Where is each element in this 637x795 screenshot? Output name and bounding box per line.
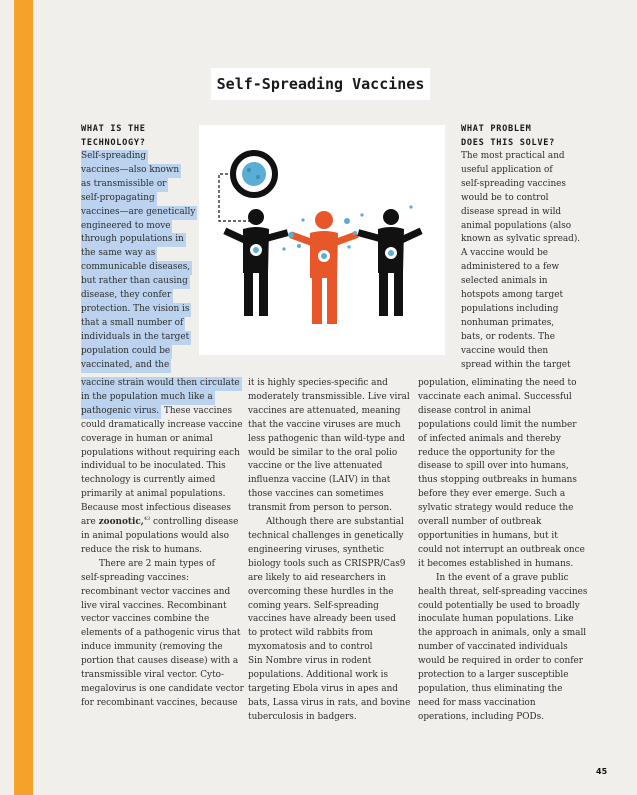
text-line (81, 460, 231, 474)
text-line (418, 433, 578, 447)
text-line (418, 516, 578, 530)
heading-line: TECHNOLOGY? (81, 138, 146, 148)
text-line (248, 613, 398, 627)
text-line (81, 683, 244, 697)
text-segment: vaccinate each animal. Successful (418, 391, 572, 402)
text-line (248, 683, 398, 697)
text-line (418, 600, 578, 614)
text-segment: self-spreading vaccines: (81, 572, 189, 583)
person-left-icon (223, 209, 288, 316)
highlighted-text: vaccinated, and the (81, 359, 171, 373)
text-line (418, 613, 578, 627)
highlighted-text: but rather than causing (81, 275, 190, 289)
text-line (248, 502, 398, 516)
text-segment: transmissible viral vector. Cyto- (81, 670, 224, 681)
text-segment: operations, including PODs. (418, 711, 545, 722)
text-segment: tuberculosis in badgers. (248, 711, 357, 722)
text-segment: populations without requiring each (81, 447, 240, 458)
text-segment: spread within the target (461, 359, 571, 370)
highlighted-text: communicable diseases, (81, 261, 192, 275)
page-number: 45 (596, 767, 608, 776)
text-line (418, 641, 578, 655)
text-line (248, 544, 398, 558)
text-segment: primarily at animal populations. (81, 489, 226, 500)
text-segment: influenza vaccine (LAIV) in that (248, 475, 391, 486)
heading-line: DOES THIS SOLVE? (461, 138, 555, 148)
text-line (81, 655, 239, 669)
highlighted-text: that a small number of (81, 317, 185, 331)
text-line (418, 377, 578, 391)
text-segment: population, eliminating the need to (418, 378, 577, 388)
text-line (418, 391, 578, 405)
highlighted-text: disease, they confer (81, 289, 173, 303)
text-segment: overcoming these hurdles in the (248, 586, 394, 597)
text-line (248, 405, 401, 419)
highlighted-text: vaccine strain would then circulate (81, 377, 242, 391)
text-line (418, 447, 578, 461)
text-segment: in animal populations would also (81, 530, 230, 541)
text-segment: animal populations (also (461, 220, 572, 231)
text-segment: need for mass vaccination (418, 697, 536, 708)
text-line (248, 627, 398, 641)
text-segment: populations including (461, 303, 559, 314)
text-segment: These vaccines (161, 405, 233, 416)
virus-closeup-icon (242, 162, 266, 186)
person-center-icon (289, 211, 358, 324)
text-segment: inoculate human populations. Like (418, 614, 574, 625)
text-segment: that the vaccine viruses are much (248, 419, 401, 430)
article-title-box (211, 68, 430, 100)
text-segment: could potentially be used to broadly (418, 600, 580, 611)
text-line (81, 558, 231, 572)
highlighted-text: self-propagating (81, 192, 157, 206)
text-line (81, 530, 231, 544)
text-segment: engineering viruses, synthetic (248, 544, 385, 555)
text-segment: would be to control (461, 192, 549, 203)
text-segment: could not interrupt an outbreak once (418, 544, 585, 555)
text-segment: induce immunity (removing the (81, 642, 223, 653)
text-line (461, 303, 581, 317)
text-segment: bats, or rodents. The (461, 331, 556, 342)
highlighted-text: the same way as (81, 247, 157, 261)
text-line (81, 669, 231, 683)
text-segment: vector vaccines combine the (81, 614, 210, 625)
text-segment: thus stopping outbreaks in humans (418, 475, 577, 486)
text-segment: live viral vaccines. Recombinant (81, 600, 227, 611)
text-segment: biology tools such as CRISPR/Cas9 (248, 558, 406, 569)
text-segment: disease to spill over into humans, (418, 461, 569, 472)
text-segment: disease control in animal (418, 405, 531, 416)
highlighted-text: population could be (81, 345, 172, 359)
text-segment: for recombinant vaccines, because (81, 697, 238, 708)
text-line (461, 233, 581, 247)
column-3-top (461, 122, 581, 373)
text-line (248, 586, 398, 600)
text-line (248, 530, 404, 544)
text-segment: There are 2 main types of (99, 558, 215, 569)
text-line (461, 220, 581, 234)
text-segment: would be similar to the oral polio (248, 447, 398, 458)
text-segment: to protect wild rabbits from (248, 628, 373, 639)
text-line (461, 275, 581, 289)
column-3-heading (461, 122, 581, 150)
highlighted-text: vaccines—also known (81, 164, 181, 178)
text-segment: vaccine or the live attenuated (248, 461, 383, 472)
text-line (81, 377, 240, 391)
text-line (248, 711, 398, 725)
footnote-ref: 43 (143, 516, 151, 523)
text-line (248, 669, 398, 683)
heading-line: WHAT PROBLEM (461, 124, 532, 134)
text-line (81, 359, 221, 373)
text-segment: technical challenges in genetically (248, 530, 404, 541)
text-line (248, 460, 398, 474)
illustration-panel (199, 125, 445, 355)
text-line (461, 331, 581, 345)
text-line (461, 317, 581, 331)
text-segment: vaccine would then (461, 345, 549, 356)
highlighted-text: as transmissible or (81, 178, 168, 192)
text-segment: of infected animals and thereby (418, 433, 561, 444)
text-segment: technology is currently aimed (81, 475, 216, 486)
text-line (461, 192, 581, 206)
text-segment: less pathogenic than wild-type and (248, 433, 405, 444)
text-segment: vaccines are attenuated, meaning (248, 405, 401, 416)
column-3-body (418, 377, 588, 725)
text-segment: would be required in order to confer (418, 656, 583, 667)
text-line (418, 697, 578, 711)
text-line (81, 516, 239, 530)
text-segment: selected animals in (461, 276, 548, 287)
text-line (418, 558, 578, 572)
text-segment: number of vaccinated individuals (418, 642, 568, 653)
text-segment: reduce the risk to humans. (81, 544, 203, 555)
text-line (248, 433, 405, 447)
text-line (248, 447, 398, 461)
text-segment: those vaccines can sometimes (248, 489, 384, 500)
highlighted-text: through populations in (81, 233, 186, 247)
text-segment: A vaccine would be (461, 248, 549, 259)
text-segment: self-spreading vaccines (461, 178, 566, 189)
text-line (418, 405, 578, 419)
text-segment: vaccines have already been used (248, 614, 396, 625)
text-segment: megalovirus is one candidate vector (81, 683, 244, 694)
text-segment: The most practical and (461, 151, 565, 161)
text-line (418, 711, 578, 725)
text-segment: it is highly species-specific and (248, 378, 388, 388)
text-segment: the approach in animals, only a small (418, 628, 587, 639)
text-segment: moderately transmissible. Live viral (248, 391, 410, 402)
text-segment: elements of a pathogenic virus that (81, 628, 241, 639)
text-segment: bats, Lassa virus in rats, and bovine (248, 697, 411, 708)
text-line (248, 488, 398, 502)
text-segment: opportunities in humans, but it (418, 530, 558, 541)
text-line (248, 600, 398, 614)
text-segment: are likely to aid researchers in (248, 572, 386, 583)
text-line (81, 544, 231, 558)
text-line (81, 572, 231, 586)
text-line (418, 419, 578, 433)
text-segment: individual to be inoculated. This (81, 461, 226, 472)
text-line (418, 530, 578, 544)
text-segment: are (81, 517, 99, 528)
text-line (81, 641, 231, 655)
text-segment: targeting Ebola virus in apes and (248, 683, 398, 694)
text-segment: myxomatosis and to control (248, 642, 373, 653)
text-line (81, 474, 231, 488)
highlighted-text: pathogenic virus. (81, 405, 161, 419)
text-line (81, 488, 231, 502)
text-line (418, 655, 583, 669)
text-segment: sylvatic strategy would reduce the (418, 503, 574, 514)
text-line (248, 391, 410, 405)
text-segment: overall number of outbreak (418, 517, 542, 528)
text-line (418, 572, 578, 586)
text-line (418, 683, 578, 697)
text-line (81, 419, 243, 433)
text-line (461, 289, 581, 303)
text-line (248, 572, 398, 586)
text-line (248, 516, 404, 530)
text-segment: before they ever emerge. Such a (418, 489, 566, 500)
text-line (248, 419, 401, 433)
vaccine-spread-illustration (199, 125, 445, 355)
text-segment: controlling disease (150, 517, 239, 528)
text-segment: In the event of a grave public (436, 572, 569, 583)
text-line (461, 359, 581, 373)
text-segment: populations. Additional work is (248, 670, 389, 681)
text-line (248, 655, 398, 669)
text-line (81, 502, 231, 516)
text-line (81, 613, 231, 627)
text-line (418, 474, 578, 488)
text-line (461, 345, 581, 359)
text-segment: health threat, self-spreading vaccines (418, 586, 588, 597)
text-line (461, 178, 581, 192)
text-line (418, 669, 578, 683)
text-segment: transmit from person to person. (248, 503, 393, 514)
text-segment: population, thus eliminating the (418, 683, 563, 694)
column-1-body (81, 377, 244, 711)
text-segment: Although there are substantial (266, 517, 404, 528)
highlighted-text: individuals in the target (81, 331, 191, 345)
text-segment: it becomes established in humans. (418, 558, 574, 569)
column-2-body (248, 377, 411, 725)
text-line (418, 627, 587, 641)
orange-margin-bar (14, 0, 33, 795)
text-line (461, 261, 581, 275)
text-segment: hotspots among target (461, 290, 564, 301)
column-3-top-text (461, 150, 581, 373)
text-line (81, 586, 231, 600)
text-line (248, 474, 398, 488)
text-segment: portion that causes disease) with a (81, 656, 239, 667)
highlighted-text: Self-spreading (81, 150, 148, 164)
text-segment: useful application of (461, 164, 553, 175)
text-line (418, 488, 578, 502)
text-line (248, 641, 398, 655)
text-line (461, 247, 581, 261)
text-line (81, 405, 231, 419)
text-segment: disease spread in wild (461, 206, 562, 217)
text-segment: known as sylvatic spread). (461, 234, 581, 245)
text-segment: protection to a larger susceptible (418, 670, 569, 681)
text-segment: populations could limit the number (418, 419, 577, 430)
text-line (461, 206, 581, 220)
text-line (81, 447, 240, 461)
text-segment: coming years. Self-spreading (248, 600, 379, 611)
text-line (81, 697, 238, 711)
text-line (461, 164, 581, 178)
text-line (248, 377, 398, 391)
text-line (418, 544, 585, 558)
text-line (81, 600, 231, 614)
highlighted-text: protection. The vision is (81, 303, 191, 317)
text-segment: recombinant vector vaccines and (81, 586, 231, 597)
text-line (418, 460, 578, 474)
highlighted-text: in the population much like a (81, 391, 215, 405)
text-segment: nonhuman primates, (461, 317, 555, 328)
heading-line: WHAT IS THE (81, 124, 146, 134)
text-line (248, 697, 411, 711)
text-line (418, 586, 588, 600)
highlighted-text: vaccines—are genetically (81, 206, 197, 220)
text-line (81, 433, 231, 447)
text-segment: reduce the opportunity for the (418, 447, 556, 458)
text-line (418, 502, 578, 516)
text-segment: Because most infectious diseases (81, 503, 231, 514)
text-line (248, 558, 406, 572)
article-title: Self-Spreading Vaccines (216, 75, 425, 93)
highlighted-text: engineered to move (81, 220, 172, 234)
text-line (461, 150, 581, 164)
text-segment: administered to a few (461, 262, 560, 273)
text-segment: Sin Nombre virus in rodent (248, 656, 372, 667)
text-line (81, 627, 241, 641)
text-segment: could dramatically increase vaccine (81, 419, 243, 430)
text-line (81, 391, 231, 405)
person-right-icon (357, 209, 422, 316)
glossary-term: zoonotic, (98, 517, 144, 528)
text-segment: coverage in human or animal (81, 433, 213, 444)
